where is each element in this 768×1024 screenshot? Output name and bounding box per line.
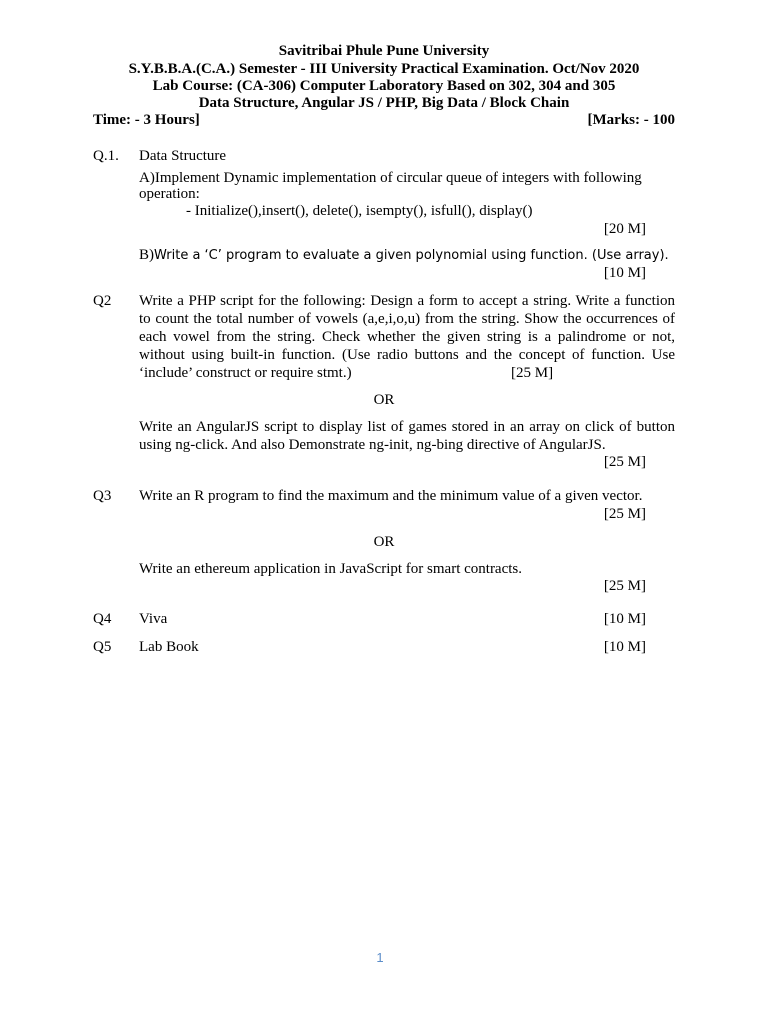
course-title: Lab Course: (CA-306) Computer Laboratory Based on 302, 304 and 305 <box>152 78 616 94</box>
q2-line5: ‘include’ construct or require stmt.) <box>139 365 352 381</box>
q2-number: Q2 <box>93 293 112 309</box>
q2-alt-line2: using ng-click. And also Demonstrate ng-init, ng-bing directive of AngularJS. <box>139 437 606 453</box>
q1-number: Q.1. <box>93 148 119 164</box>
q2-marks1: [25 M] <box>511 365 554 381</box>
q4-title: Viva <box>139 611 168 627</box>
q3-marks1: [25 M] <box>603 506 646 522</box>
q2-line1: Write a PHP script for the following: Design a form to accept a string. Write a function <box>139 293 675 309</box>
q3-marks2: [25 M] <box>603 578 646 594</box>
marks-label: [Marks: - 100 <box>587 112 675 128</box>
q1b-line <box>139 246 669 265</box>
q5-title: Lab Book <box>139 639 199 655</box>
q2-or: OR <box>373 392 395 408</box>
q5-number: Q5 <box>93 639 112 655</box>
q3-alt-line1: Write an ethereum application in JavaScript for smart contracts. <box>139 561 523 577</box>
q4-marks: [10 M] <box>603 611 646 627</box>
q2-marks2: [25 M] <box>603 454 646 470</box>
q1a-line2: operation: <box>139 186 200 202</box>
q1b-marks: [10 M] <box>603 265 646 281</box>
exam-title: S.Y.B.B.A.(C.A.) Semester - III University Practical Examination. Oct/Nov 2020 <box>128 61 640 77</box>
q2-line2: to count the total number of vowels (a,e,i,o,u) from the string. Show the occurrences of <box>139 311 675 327</box>
q1a-line1: A)Implement Dynamic implementation of circular queue of integers with following <box>139 170 642 186</box>
q1-title: Data Structure <box>139 148 227 164</box>
q2-line4: without using built-in function. (Use radio buttons and the concept of function. Use <box>139 347 675 363</box>
q4-number: Q4 <box>93 611 112 627</box>
q3-line1: Write an R program to find the maximum and the minimum value of a given vector. <box>139 488 643 504</box>
q3-or: OR <box>373 534 395 550</box>
subjects-title: Data Structure, Angular JS / PHP, Big Data / Block Chain <box>198 95 570 111</box>
university-name: Savitribai Phule Pune University <box>278 43 490 59</box>
q1a-operations: - Initialize(),insert(), delete(), isempty(), isfull(), display() <box>186 203 533 219</box>
q1a-marks: [20 M] <box>603 221 646 237</box>
time-label: Time: - 3 Hours] <box>93 112 200 128</box>
q3-number: Q3 <box>93 488 112 504</box>
page-number: 1 <box>376 950 384 965</box>
q1b-prefix: B) <box>139 247 154 263</box>
q5-marks: [10 M] <box>603 639 646 655</box>
q2-line3: each vowel from the string. Check whether the given string is a palindrome or not, <box>139 329 675 345</box>
q1b-text: Write a ‘C’ program to evaluate a given polynomial using function. (Use array). <box>154 248 669 263</box>
q2-alt-line1: Write an AngularJS script to display list of games stored in an array on click of button <box>139 419 675 435</box>
